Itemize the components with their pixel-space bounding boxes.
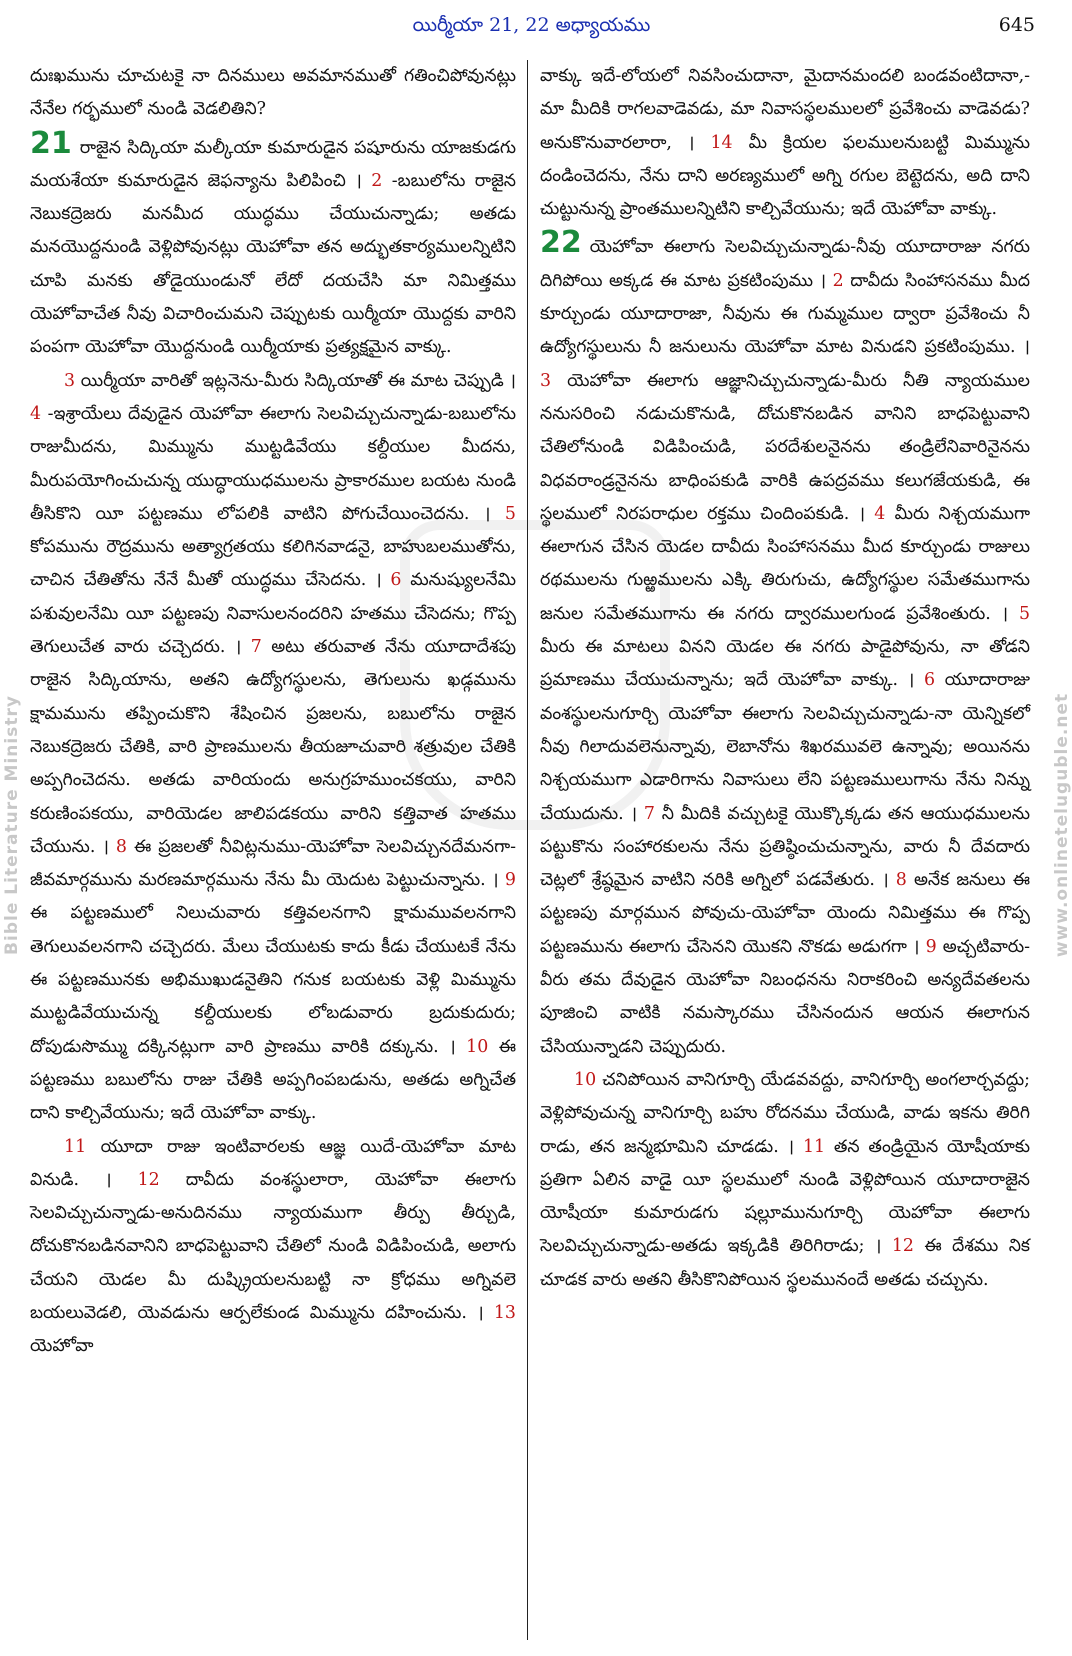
- verse-text: మీరు నిశ్చయముగా ఈలాగున చేసిన యెడల దావీదు సింహాసనము మీద కూర్చుండు రాజులు రథములను గుఱ్ఱములను ఎక్కి తిరుగుచు, ఉద్యోగస్థుల సమేతముగాను జనుల సమేతముగాను ఈ నగరు ద్వారములగుండ ప్రవేశింతురు. ।: [540, 503, 1031, 624]
- verse-number: 7: [250, 637, 262, 658]
- verse-number: 12: [891, 1236, 914, 1257]
- verse-number: 10: [466, 1036, 489, 1057]
- verse-text: తన తండ్రియైన యోషీయాకు ప్రతిగా ఏలిన వాడై యీ స్థలములో నుండి వెళ్లిపోయిన యూదారాజైన యోషీయా కుమారుడగు షల్లూమునుగూర్చి యెహోవా ఈలాగు సెలవిచ్చుచున్నాడు-అతడు ఇక్కడికి తిరిగిరాడు; ।: [540, 1136, 1030, 1257]
- paragraph: [30, 365, 516, 1131]
- verse-number: 9: [504, 870, 516, 891]
- watermark-right-text: www.onlineteluguble.net: [1052, 692, 1072, 958]
- paragraph: [540, 226, 1030, 1063]
- paragraph: [30, 60, 516, 127]
- verse-text: దావీదు వంశస్థులారా, యెహోవా ఈలాగు సెలవిచ్చుచున్నాడు-అనుదినము న్యాయముగా తీర్పు తీర్చుడి, దోచుకొనబడినవానిని బాధపెట్టువాని చేతిలో నుండి విడిపించుడి, అలాగు చేయని యెడల మీ దుష్క్రియలనుబట్టి నా క్రోధము అగ్నివలె బయలువెడలి, యెవడును ఆర్పలేకుండ మిమ్మును దహించును. ।: [30, 1169, 517, 1323]
- verse-number: 2: [371, 170, 383, 191]
- verse-text: అటు తరువాత నేను యూదాదేశపు రాజైన సిద్కియాను, అతని ఉద్యోగస్థులను, తెగులును ఖడ్గమును క్షామమును తప్పించుకొని శేషించిన ప్రజలను, బబులోను రాజైన నెబుకద్రెజరు చేతికి, వారి ప్రాణములను తీయజూచువారి శత్రువుల చేతికి అప్పగించెదను. అతడు వారియందు అనుగ్రహముంచకయు, వారిని కరుణింపకయు, వారియెడల జాలిపడకయు వారిని కత్తివాత హతము చేయును. ।: [30, 637, 516, 857]
- chapter-number: 21: [30, 125, 72, 161]
- verse-number: 2: [832, 270, 844, 291]
- verse-text: అనేక జనులు ఈ పట్టణపు మార్గమున పోవుచు-యెహోవా యెందు నిమిత్తము ఈ గొప్ప పట్టణమును ఈలాగు చేసెనని యొకని నొకడు అడుగగా ।: [540, 870, 1031, 957]
- paragraph: [540, 60, 1030, 226]
- chapter-number: 22: [540, 225, 582, 261]
- verse-number: 3: [540, 370, 552, 391]
- verse-text: మనుష్యులనేమి పశువులనేమి యీ పట్టణపు నివాసులనందరిని హతము చేసెదను; గొప్ప తెగులుచేత వారు చచ్చెదరు. ।: [30, 570, 517, 658]
- verse-number: 3: [64, 370, 76, 391]
- verse-text: మీరు ఈ మాటలు వినని యెడల ఈ నగరు పాడైపోవును, నా తోడని ప్రమాణము చేయుచున్నాను; ఇదే యెహోవా వాక్కు. ।: [540, 637, 1030, 691]
- verse-number: 12: [137, 1169, 160, 1190]
- verse-number: 7: [643, 803, 655, 824]
- verse-number: 13: [493, 1302, 516, 1323]
- verse-text: యెహోవా: [30, 1336, 94, 1357]
- verse-number: 10: [574, 1069, 597, 1090]
- verse-text: దుఃఖమును చూచుటకై నా దినములు అవమానముతో గతించిపోవునట్లు నేనేల గర్భములో నుండి వెడలితిని?: [30, 66, 516, 120]
- column-divider: [527, 60, 528, 1640]
- verse-number: 8: [895, 870, 907, 891]
- verse-text: యెహోవా ఈలాగు సెలవిచ్చుచున్నాడు-నీవు యూదారాజు నగరు దిగిపోయి అక్కడ ఈ మాట ప్రకటింపుము ।: [540, 237, 1030, 291]
- verse-number: 9: [925, 936, 937, 957]
- verse-text: -ఇశ్రాయేలు దేవుడైన యెహోవా ఈలాగు సెలవిచ్చుచున్నాడు-బబులోను రాజుమీదను, మిమ్మును ముట్టడివేయు కల్దీయుల మీదను, మీరుపయోగించుచున్న యుద్ధాయుధములను ప్రాకారముల బయట నుండి తీసికొని యీ పట్టణము లోపలికి వాటిని పోగుచేయించెదను. ।: [30, 403, 517, 524]
- verse-text: చనిపోయిన వానిగూర్చి యేడవవద్దు, వానిగూర్చి అంగలార్చవద్దు; వెళ్లిపోవుచున్న వానిగూర్చి బహు రోదనము చేయుడి, వాడు ఇకను తిరిగి రాడు, తన జన్మభూమిని చూడడు. ।: [540, 1069, 1030, 1157]
- verse-number: 6: [924, 670, 936, 691]
- right-column: [540, 60, 1030, 1648]
- paragraph: [30, 127, 516, 365]
- verse-text: యూదారాజు వంశస్థులనుగూర్చి యెహోవా ఈలాగు సెలవిచ్చుచున్నాడు-నా యెన్నికలో నీవు గిలాదువలెనున్నావు, లెబానోను శిఖరమువలె ఉన్నావు; అయినను నిశ్చయముగా ఎడారిగాను నివాసులు లేని పట్టణములుగాను నేను నిన్ను చేయుదును. ।: [540, 670, 1030, 824]
- verse-number: 5: [1018, 603, 1031, 624]
- verse-number: 5: [504, 503, 516, 524]
- page-header: [0, 14, 1063, 48]
- verse-number: 14: [710, 132, 733, 153]
- verse-number: 6: [390, 570, 402, 591]
- paragraph: [540, 1064, 1030, 1297]
- verse-number: 8: [115, 836, 127, 857]
- paragraph: [30, 1131, 516, 1364]
- verse-text: మీ క్రియల ఫలములనుబట్టి మిమ్మును దండించెదను, నేను దాని అరణ్యములో అగ్ని రగుల బెట్టెదను, అది దాని చుట్టునున్న ప్రాంతములన్నిటిని కాల్చివేయును; ఇదే యెహోవా వాక్కు.: [540, 132, 1030, 220]
- verse-number: 11: [64, 1136, 87, 1157]
- verse-text: నీ మీదికి వచ్చుటకై యొక్కొక్కడు తన ఆయుధములను పట్టుకొను సంహారకులను నేను ప్రతిష్ఠించుచున్నాను, వారు నీ దేవదారు చెట్లలో శ్రేష్ఠమైన వాటిని నరికి అగ్నిలో పడవేతురు. ।: [540, 803, 1030, 891]
- verse-text: యెహోవా ఈలాగు ఆజ్ఞానిచ్చుచున్నాడు-మీరు నీతి న్యాయముల ననుసరించి నడుచుకొనుడి, దోచుకొనబడిన వానిని బాధపెట్టువాని చేతిలోనుండి విడిపించుడి, పరదేశులనైనను తండ్రిలేనివారినైనను విధవరాండ్రనైనను బాధింపకుడి వారికి ఉపద్రవము కలుగజేయకుడి, ఈ స్థలములో నిరపరాధుల రక్తము చిందింపకుడి. ।: [540, 370, 1031, 524]
- verse-text: అచ్చటివారు-వీరు తమ దేవుడైన యెహోవా నిబంధనను నిరాకరించి అన్యదేవతలను పూజించి వాటికి నమస్కారము చేసినందున ఆయన ఈలాగున చేసియున్నాడని చెప్పుదురు.: [540, 936, 1031, 1057]
- verse-text: యిర్మీయా వారితో ఇట్లనెను-మీరు సిద్కియాతో ఈ మాట చెప్పుడి ।: [80, 370, 516, 391]
- verse-text: వాక్కు ఇదే-లోయలో నివసించుదానా, మైదానమందలి బండవంటిదానా,-మా మీదికి రాగలవాడెవడు, మా నివాసస్థలములలో ప్రవేశించు వాడెవడు? అనుకొనువారలారా, ।: [540, 66, 1030, 153]
- verse-text: ఈ దేశము నిక చూడక వారు అతని తీసికొనిపోయిన స్థలమునందే అతడు చచ్చును.: [540, 1236, 1030, 1290]
- verse-text: రాజైన సిద్కియా మల్కీయా కుమారుడైన పషూరును యాజకుడగు మయశేయా కుమారుడైన జెఫన్యాను పిలిపించి ।: [30, 137, 516, 191]
- verse-text: ఈ పట్టణములో నిలుచువారు కత్తివలనగాని క్షామమువలనగాని తెగులువలనగాని చచ్చెదరు. మేలు చేయుటకు కాదు కీడు చేయుటకే నేను ఈ పట్టణమునకు అభిముఖుడనైతిని గనుక బయటకు వెళ్లి మిమ్మును ముట్టడివేయుచున్న కల్దీయులకు లోబడువారు బ్రదుకుదురు; దోపుడుసొమ్ము దక్కినట్లుగా వారి ప్రాణము వారికి దక్కును. ।: [30, 903, 516, 1057]
- verse-text: యూదా రాజు ఇంటివారలకు ఆజ్ఞ యిదే-యెహోవా మాట వినుడి. ।: [30, 1136, 516, 1190]
- page-number: 645: [998, 14, 1035, 36]
- verse-text: ఈ పట్టణము బబులోను రాజు చేతికి అప్పగింపబడును, అతడు అగ్నిచేత దాని కాల్చివేయును; ఇదే యెహోవా వాక్కు.: [30, 1036, 516, 1124]
- page-title: యిర్మీయా 21, 22 అధ్యాయము: [412, 14, 651, 36]
- verse-number: 11: [802, 1136, 826, 1157]
- verse-number: 4: [30, 403, 42, 424]
- verse-text: ఈ ప్రజలతో నీవిట్లనుము-యెహోవా సెలవిచ్చునదేమనగా-జీవమార్గమును మరణమార్గమును నేను మీ యెదుట పెట్టుచున్నాను. ।: [30, 836, 516, 891]
- verse-number: 4: [874, 503, 886, 524]
- verse-text: కోపమును రౌద్రమును అత్యాగ్రతయు కలిగినవాడనై, బాహుబలముతోను, చాచిన చేతితోను నేనే మీతో యుద్ధము చేసెదను. ।: [30, 537, 516, 591]
- verse-text: -బబులోను రాజైన నెబుకద్రెజరు మనమీద యుద్ధము చేయుచున్నాడు; అతడు మనయొద్దనుండి వెళ్లిపోవునట్లు యెహోవా తన అద్భుతకార్యములన్నిటిని చూపి మనకు తోడైయుండునో లేదో దయచేసి మా నిమిత్తము యెహోవాచేత నీవు విచారించుమని చెప్పుటకు యిర్మీయా యొద్దకు వారిని పంపగా యెహోవా యొద్దనుండి యిర్మీయాకు ప్రత్యక్షమైన వాక్కు.: [30, 170, 516, 358]
- verse-text: దావీదు సింహాసనము మీద కూర్చుండు యూదారాజా, నీవును ఈ గుమ్మముల ద్వారా ప్రవేశించు నీ ఉద్యోగస్థులును నీ జనులును యెహోవా మాట వినుడని ప్రకటింపుము. ।: [540, 270, 1031, 358]
- watermark-left-text: Bible Literature Ministry: [2, 695, 22, 955]
- left-column: [30, 60, 516, 1648]
